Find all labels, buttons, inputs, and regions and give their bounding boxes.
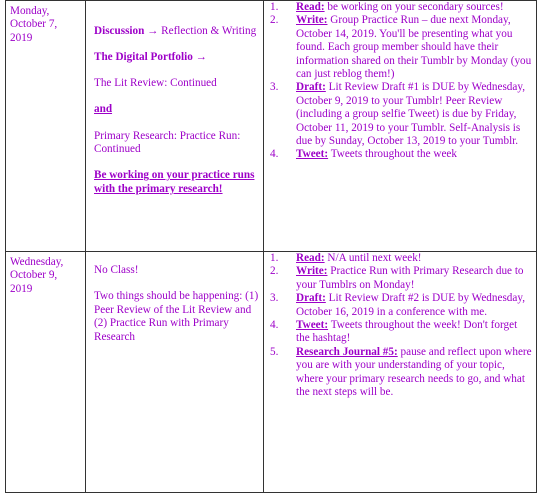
date-line: October 9, bbox=[10, 269, 58, 282]
date-line: 2019 bbox=[10, 282, 33, 295]
list-item: 2. Write: Group Practice Run – due next Monday, October 14, 2019. You'll be presenting what you found. Each group member should have their information shared on their Tumblr by Monday (you can just reblog them!) bbox=[270, 14, 532, 81]
primary-research-line: Primary Research: Practice Run: Continued bbox=[94, 129, 241, 156]
date-cell bbox=[6, 252, 86, 493]
be-working-line: Be working on your practice runs with the primary research! bbox=[94, 169, 255, 195]
schedule-table bbox=[5, 0, 537, 493]
list-item: 3. Draft: Lit Review Draft #1 is DUE by Wednesday, October 9, 2019 to your Tumblr! Peer Review (including a group selfie Tweet) is due by Friday, October 11, 2019 to your Tumblr. Self-Analysis is due by Sunday, October 13, 2019 to your Tumblr. bbox=[270, 81, 526, 148]
list-item: 1. Read: be working on your secondary sources! bbox=[270, 1, 504, 13]
list-item: 4. Tweet: Tweets throughout the week! Don't forget the hashtag! bbox=[270, 319, 518, 345]
digital-portfolio-line: The Digital Portfolio → bbox=[94, 51, 207, 64]
list-item: 1. Read: N/A until next week! bbox=[270, 252, 422, 264]
no-class-line: No Class! bbox=[94, 264, 139, 276]
table-row bbox=[6, 1, 537, 252]
date-line: October 7, bbox=[10, 18, 58, 31]
homework-cell bbox=[264, 1, 537, 252]
class-cell bbox=[86, 1, 264, 252]
list-item: 2. Write: Practice Run with Primary Research due to your Tumblrs on Monday! bbox=[270, 265, 524, 291]
date-line: Wednesday, bbox=[10, 256, 64, 268]
date-cell bbox=[6, 1, 86, 252]
lit-review-line: The Lit Review: Continued bbox=[94, 76, 217, 89]
table-row bbox=[6, 252, 537, 493]
task-list bbox=[268, 1, 532, 162]
task-list bbox=[268, 252, 532, 399]
homework-cell bbox=[264, 252, 537, 493]
date-line: 2019 bbox=[10, 31, 33, 44]
and-line: and bbox=[94, 103, 113, 116]
two-things-line: Two things should be happening: (1) Peer Review of the Lit Review and (2) Practice Run with Primary Research bbox=[94, 290, 259, 343]
class-cell bbox=[86, 252, 264, 493]
list-item: 3. Draft: Lit Review Draft #2 is DUE by Wednesday, October 16, 2019 in a conference with me. bbox=[270, 292, 526, 318]
discussion-line: Discussion → Reflection & Writing bbox=[94, 25, 257, 37]
date-line: Monday, bbox=[10, 5, 50, 17]
list-item: 5. Research Journal #5: pause and reflect upon where you are with your understanding of your topic, where your primary research needs to go, and what the next steps will be. bbox=[270, 345, 532, 399]
list-item: 4. Tweet: Tweets throughout the week bbox=[270, 148, 457, 161]
